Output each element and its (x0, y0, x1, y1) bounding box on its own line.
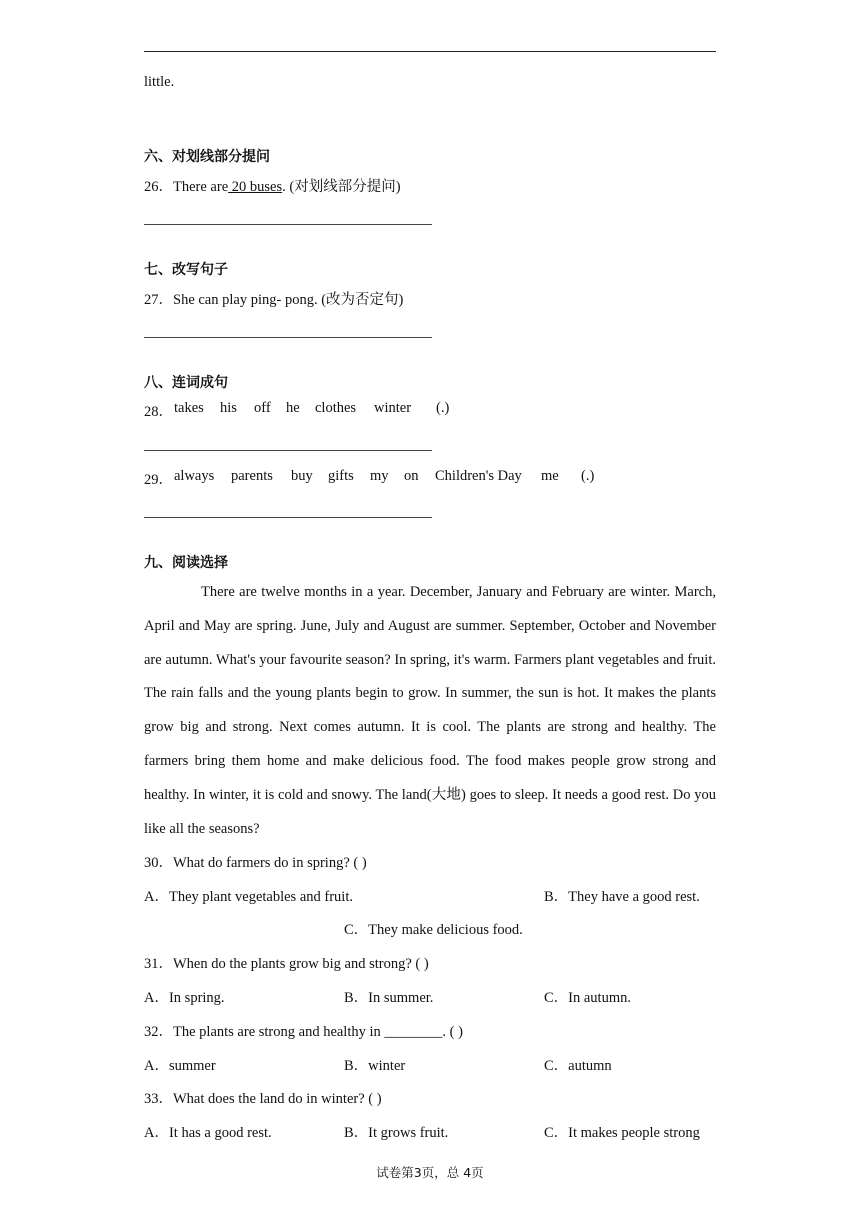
question-text: There are (173, 179, 229, 195)
question-instruction: . (对划线部分提问) (282, 179, 401, 195)
answer-line-29[interactable] (144, 517, 432, 518)
underlined-part: 20 buses (228, 179, 283, 195)
question-31-option-b[interactable]: B．In summer. (344, 990, 434, 1006)
scrambled-word: his (220, 400, 237, 416)
section-7-heading: 七、改写句子 (144, 262, 228, 278)
question-30-option-a[interactable]: A．They plant vegetables and fruit. (144, 889, 353, 905)
passage-text: There are twelve months in a year. December, January and February are winter. March, April and May are spring. June, July and August are summer. September, October and November are autumn. What's your favourite season? In spring, it's warm. Farmers plant vegetables and fruit. The rain falls and the young plants begin to grow. In summer, the sun is hot. It makes the plants grow big and strong. Next comes autumn. It is cool. The plants are strong and healthy. The farmers bring them home and make delicious food. The food makes people grow strong and healthy. In winter, it is cold and snowy. The land(大地) goes to sleep. It needs a good rest. Do you like all the seasons? (144, 584, 716, 837)
header-rule (144, 51, 716, 52)
question-33-option-b[interactable]: B．It grows fruit. (344, 1125, 449, 1141)
question-number: 27． (144, 292, 173, 308)
question-31-stem: 31．When do the plants grow big and strong? ( ) (144, 956, 429, 972)
question-27 (144, 288, 403, 309)
question-32-stem: 32．The plants are strong and healthy in ________. ( ) (144, 1024, 463, 1040)
reading-passage (144, 576, 716, 846)
question-31-option-a[interactable]: A．In spring. (144, 990, 225, 1006)
scrambled-word: (.) (436, 400, 450, 416)
question-text: She can play ping- pong. (改为否定句) (173, 292, 404, 308)
answer-line-27[interactable] (144, 337, 432, 338)
question-30-option-b[interactable]: B．They have a good rest. (544, 889, 700, 905)
section-9-heading: 九、阅读选择 (144, 555, 228, 571)
answer-line-28[interactable] (144, 450, 432, 451)
scrambled-word: he (286, 400, 300, 416)
scrambled-word: gifts (328, 468, 354, 484)
question-32-option-c[interactable]: C．autumn (544, 1058, 612, 1074)
scrambled-word: on (404, 468, 419, 484)
scrambled-word: always (174, 468, 215, 484)
continued-text: little. (144, 74, 175, 90)
question-30-stem: 30．What do farmers do in spring? ( ) (144, 855, 367, 871)
scrambled-word: my (370, 468, 389, 484)
question-31-option-c[interactable]: C．In autumn. (544, 990, 631, 1006)
scrambled-word: winter (374, 400, 412, 416)
question-26 (144, 175, 401, 196)
question-number: 26． (144, 179, 173, 195)
question-32-option-a[interactable]: A．summer (144, 1058, 216, 1074)
question-29 (144, 468, 644, 488)
scrambled-word: me (541, 468, 559, 484)
section-8-heading: 八、连词成句 (144, 375, 228, 391)
question-33-stem: 33．What does the land do in winter? ( ) (144, 1091, 382, 1107)
question-28 (144, 400, 450, 421)
question-33-option-c[interactable]: C．It makes people strong (544, 1125, 700, 1141)
question-32-option-b[interactable]: B．winter (344, 1058, 406, 1074)
scrambled-word: (.) (581, 468, 595, 484)
section-6-heading: 六、对划线部分提问 (144, 149, 270, 165)
question-number: 29． (144, 472, 173, 488)
question-33-option-a[interactable]: A．It has a good rest. (144, 1125, 272, 1141)
scrambled-word: clothes (315, 400, 357, 416)
page-footer: 试卷第3页，总 4页 (376, 1165, 484, 1180)
question-30-option-c[interactable]: C．They make delicious food. (344, 922, 523, 938)
scrambled-word: buy (291, 468, 313, 484)
scrambled-word: off (254, 400, 271, 416)
scrambled-word: Children's Day (435, 468, 522, 484)
question-number: 28． (144, 404, 173, 420)
scrambled-word: parents (231, 468, 273, 484)
scrambled-word: takes (174, 400, 204, 416)
answer-line-26[interactable] (144, 224, 432, 225)
